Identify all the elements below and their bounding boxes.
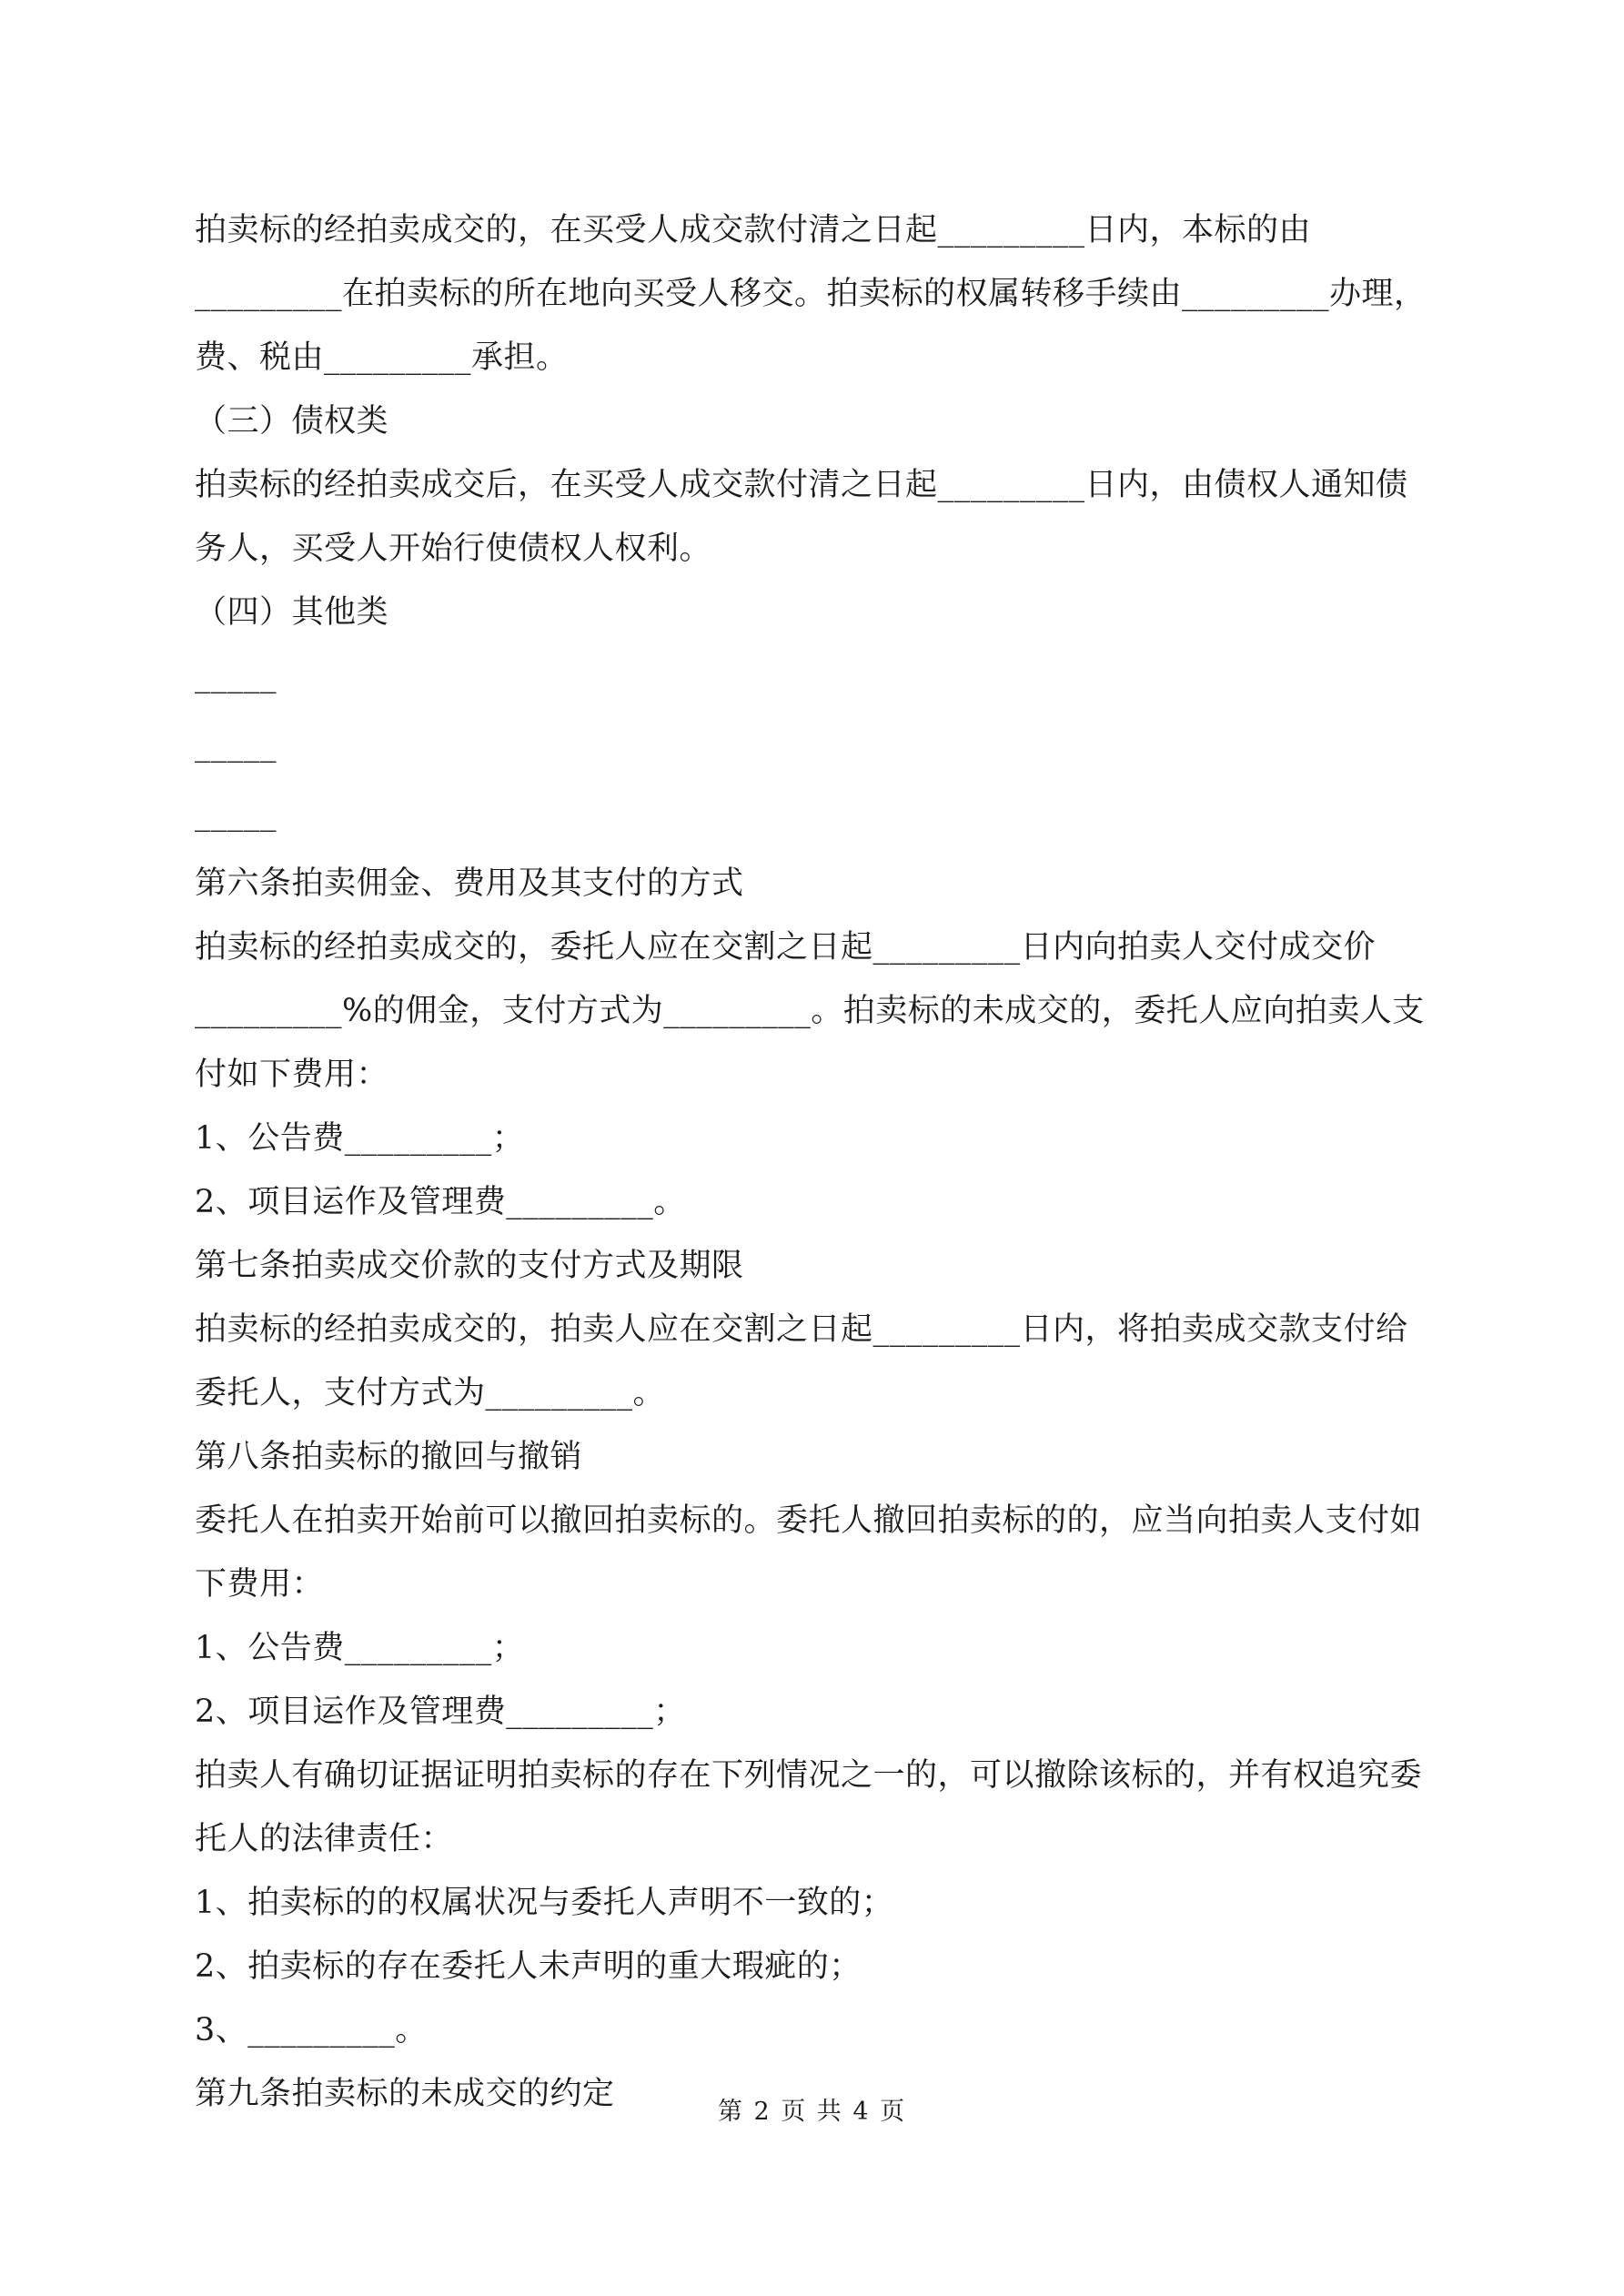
- section-heading: （四）其他类: [195, 594, 389, 631]
- paragraph-line: 委托人，支付方式为_________。: [195, 1375, 666, 1411]
- paragraph-line: 务人，买受人开始行使债权人权利。: [195, 531, 712, 567]
- paragraph-line: 拍卖标的经拍卖成交的，拍卖人应在交割之日起_________日内，将拍卖成交款支付给: [195, 1311, 1408, 1348]
- list-item: 1、公告费_________；: [195, 1120, 525, 1157]
- blank-line: _____: [195, 796, 277, 833]
- section-heading: （三）债权类: [195, 403, 389, 440]
- article-heading: 第八条拍卖标的撤回与撤销: [195, 1439, 583, 1475]
- blank-line: _____: [195, 727, 277, 764]
- paragraph-line: _________%的佣金，支付方式为_________。拍卖标的未成交的，委托人应向拍卖人支: [195, 993, 1425, 1029]
- paragraph-line: 下费用：: [195, 1566, 325, 1603]
- paragraph-line: 拍卖人有确切证据证明拍卖标的存在下列情况之一的，可以撤除该标的，并有权追究委: [195, 1757, 1423, 1794]
- list-item: 1、公告费_________；: [195, 1630, 525, 1666]
- article-heading: 第七条拍卖成交价款的支付方式及期限: [195, 1248, 744, 1284]
- article-heading: 第九条拍卖标的未成交的约定: [195, 2076, 615, 2112]
- document-body: [195, 198, 1441, 2126]
- article-heading: 第六条拍卖佣金、费用及其支付的方式: [195, 865, 744, 902]
- list-item: 2、项目运作及管理费_________。: [195, 1184, 686, 1220]
- list-item: 1、拍卖标的的权属状况与委托人声明不一致的；: [195, 1885, 894, 1921]
- paragraph-line: 委托人在拍卖开始前可以撤回拍卖标的。委托人撤回拍卖标的的，应当向拍卖人支付如: [195, 1502, 1423, 1539]
- paragraph-line: 拍卖标的经拍卖成交的，委托人应在交割之日起_________日内向拍卖人交付成交价: [195, 929, 1377, 966]
- page-number-footer: 第 2 页 共 4 页: [717, 2098, 907, 2126]
- list-item: 2、拍卖标的存在委托人未声明的重大瑕疵的；: [195, 1948, 862, 1985]
- paragraph-line: 拍卖标的经拍卖成交后，在买受人成交款付清之日起_________日内，由债权人通知债: [195, 467, 1408, 503]
- paragraph-line: _________在拍卖标的所在地向买受人移交。拍卖标的权属转移手续由_________办理，: [195, 276, 1427, 312]
- paragraph-line: 费、税由_________承担。: [195, 339, 569, 376]
- list-item: 3、_________。: [195, 2012, 428, 2048]
- paragraph-line: 托人的法律责任：: [195, 1821, 454, 1857]
- paragraph-line: 付如下费用：: [195, 1057, 389, 1093]
- blank-line: _____: [195, 658, 277, 694]
- paragraph-line: 拍卖标的经拍卖成交的，在买受人成交款付清之日起_________日内，本标的由: [195, 212, 1312, 248]
- list-item: 2、项目运作及管理费_________；: [195, 1694, 686, 1730]
